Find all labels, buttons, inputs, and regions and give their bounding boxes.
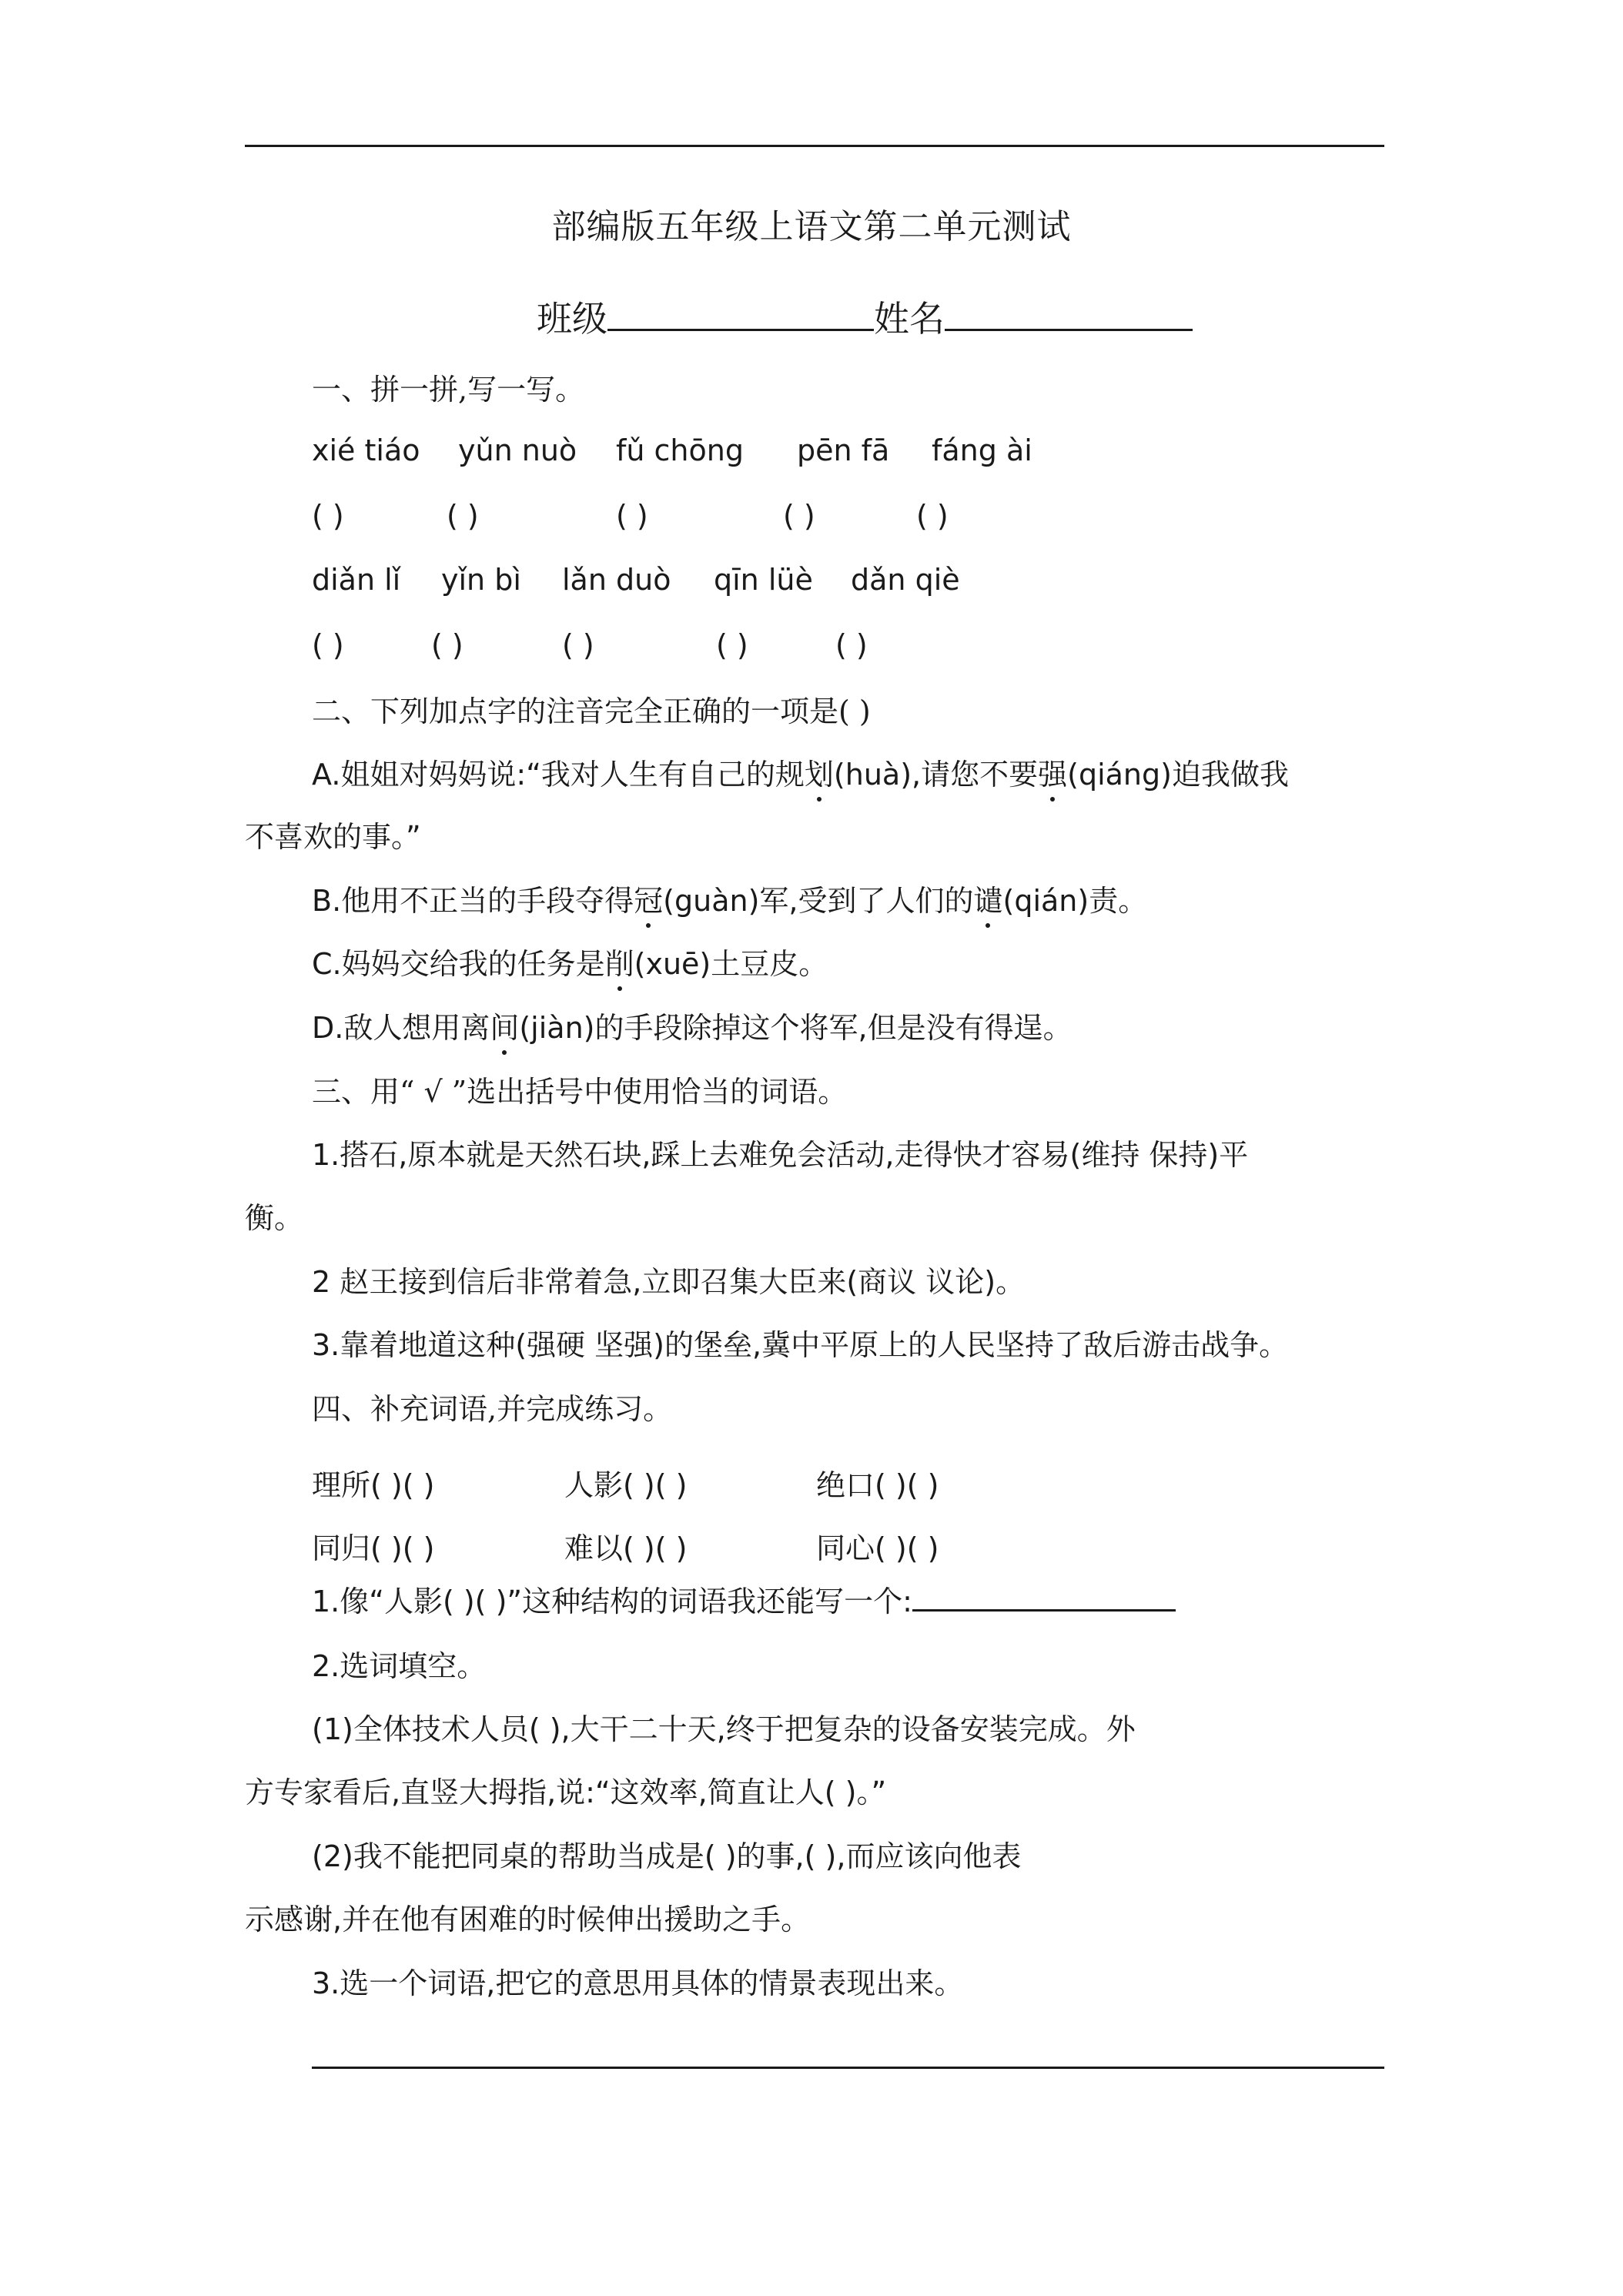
question-4-3: 3.选一个词语,把它的意思用具体的情景表现出来。 <box>312 1966 964 2000</box>
question-4-2: 2.选词填空。 <box>312 1649 487 1683</box>
page-title: 部编版五年级上语文第二单元测试 <box>551 207 1072 246</box>
option-a[interactable] <box>312 754 1289 795</box>
idiom-item[interactable]: 理所( )( ) <box>312 1468 435 1502</box>
section-4-heading: 四、补充词语,并完成练习。 <box>312 1392 673 1426</box>
answer-blank[interactable]: ( ) <box>616 499 648 533</box>
name-blank[interactable] <box>945 298 1193 331</box>
pinyin-item: qīn lüè <box>714 563 813 597</box>
question-3-3: 3.靠着地道这种(强硬 坚强)的堡垒,冀中平原上的人民坚持了敌后游击战争。 <box>312 1328 1289 1362</box>
question-3-2: 2 赵王接到信后非常着急,立即召集大臣来(商议 议论)。 <box>312 1265 1026 1299</box>
dotted-char: 划 <box>805 754 834 795</box>
option-b-text: (qián)责。 <box>1002 884 1148 918</box>
option-d-text: (jiàn)的手段除掉这个将军,但是没有得逞。 <box>519 1011 1073 1045</box>
dotted-char: 削 <box>605 943 634 985</box>
option-b-text: (guàn)军,受到了人们的 <box>663 884 974 918</box>
question-3-1: 1.搭石,原本就是天然石块,踩上去难免会活动,走得快才容易(维持 保持)平 <box>312 1138 1249 1172</box>
answer-blank[interactable]: ( ) <box>783 499 815 533</box>
question-4-2-1: (1)全体技术人员( ),大干二十天,终于把复杂的设备安装完成。外 <box>312 1712 1136 1746</box>
answer-blank[interactable]: ( ) <box>312 628 344 662</box>
option-d[interactable] <box>312 1007 1073 1049</box>
section-1-heading: 一、拼一拼,写一写。 <box>312 373 585 407</box>
option-c[interactable] <box>312 943 828 985</box>
idiom-item[interactable]: 同归( )( ) <box>312 1531 435 1565</box>
idiom-item[interactable]: 绝口( )( ) <box>816 1468 939 1502</box>
top-divider <box>245 145 1384 147</box>
pinyin-item: pēn fā <box>797 433 890 467</box>
question-3-1-continued: 衡。 <box>245 1201 304 1235</box>
idiom-item[interactable]: 同心( )( ) <box>816 1531 939 1565</box>
answer-blank[interactable]: ( ) <box>716 628 748 662</box>
pinyin-item: diǎn lǐ <box>312 563 401 597</box>
dotted-char: 强 <box>1038 754 1067 795</box>
pinyin-item: lǎn duò <box>562 563 671 597</box>
dotted-char: 冠 <box>634 880 663 922</box>
answer-blank[interactable]: ( ) <box>447 499 479 533</box>
section-2-heading: 二、下列加点字的注音完全正确的一项是( ) <box>312 694 871 728</box>
option-b[interactable] <box>312 880 1147 922</box>
answer-underline[interactable] <box>912 1583 1176 1612</box>
option-c-text: C.妈妈交给我的任务是 <box>312 947 605 981</box>
dotted-char: 间 <box>490 1007 519 1049</box>
class-label: 班级 <box>537 298 607 340</box>
question-4-2-2: (2)我不能把同桌的帮助当成是( )的事,( ),而应该向他表 <box>312 1839 1022 1873</box>
pinyin-item: dǎn qiè <box>851 563 960 597</box>
student-info-line <box>537 291 1193 342</box>
idiom-item[interactable]: 人影( )( ) <box>564 1468 688 1502</box>
idiom-item[interactable]: 难以( )( ) <box>564 1531 688 1565</box>
answer-blank[interactable]: ( ) <box>835 628 868 662</box>
section-3-heading: 三、用“ √ ”选出括号中使用恰当的词语。 <box>312 1075 848 1109</box>
pinyin-item: xié tiáo <box>312 433 420 467</box>
option-a-text: (qiáng)迫我做我 <box>1067 758 1289 792</box>
pinyin-item: yǔn nuò <box>458 433 577 467</box>
pinyin-item: fǔ chōng <box>616 433 744 467</box>
option-a-text: (huà),请您不要 <box>833 758 1039 792</box>
answer-blank[interactable]: ( ) <box>916 499 949 533</box>
name-label: 姓名 <box>874 298 945 340</box>
dotted-char: 谴 <box>973 880 1002 922</box>
answer-blank[interactable]: ( ) <box>431 628 463 662</box>
answer-line[interactable] <box>312 2067 1384 2069</box>
class-blank[interactable] <box>607 298 874 331</box>
question-4-2-2-continued: 示感谢,并在他有困难的时候伸出援助之手。 <box>245 1903 811 1936</box>
question-4-1 <box>312 1581 1176 1622</box>
option-a-text: A.姐姐对妈妈说:“我对人生有自己的规 <box>312 758 805 792</box>
pinyin-item: yǐn bì <box>441 563 521 597</box>
option-d-text: D.敌人想用离 <box>312 1011 490 1045</box>
option-a-continued: 不喜欢的事。” <box>245 820 421 854</box>
answer-blank[interactable]: ( ) <box>562 628 594 662</box>
question-4-1-text: 1.像“人影( )( )”这种结构的词语我还能写一个: <box>312 1585 912 1618</box>
option-c-text: (xuē)土豆皮。 <box>634 947 828 981</box>
question-4-2-1-continued: 方专家看后,直竖大拇指,说:“这效率,简直让人( )。” <box>245 1776 887 1809</box>
option-b-text: B.他用不正当的手段夺得 <box>312 884 634 918</box>
pinyin-item: fáng ài <box>932 433 1032 467</box>
answer-blank[interactable]: ( ) <box>312 499 344 533</box>
